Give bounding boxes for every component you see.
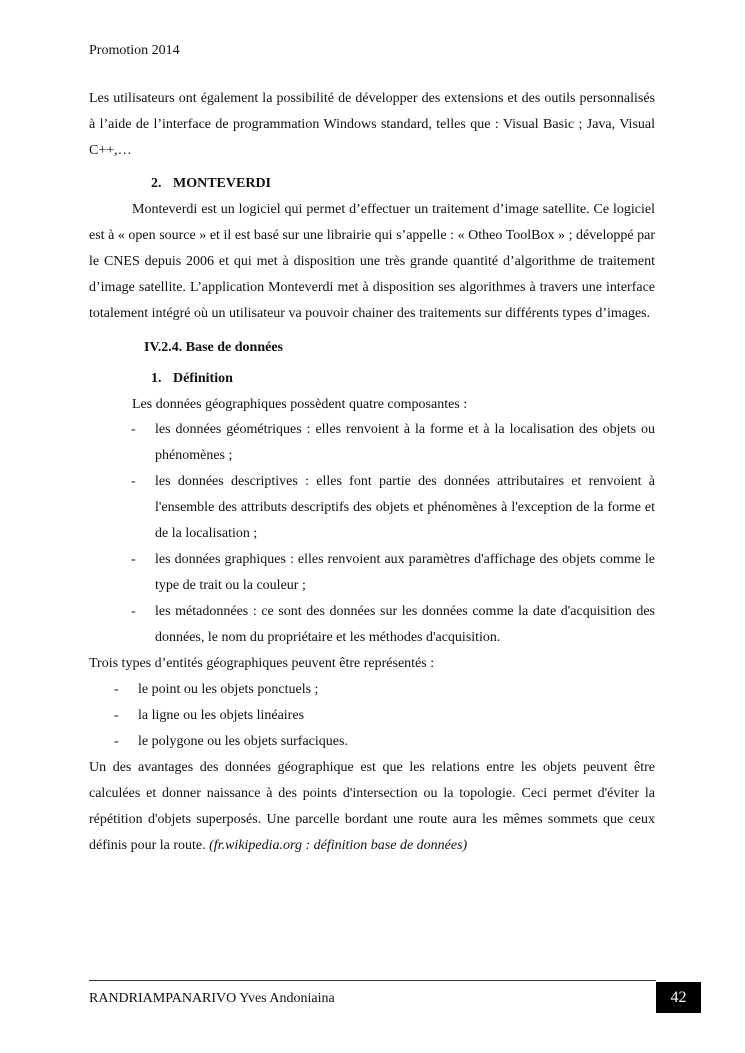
list-item-text: les données graphiques : elles renvoient aux paramètres d'affichage des objets comme le type de trait ou la couleur ; (155, 552, 655, 593)
list-item (89, 599, 655, 651)
citation: (fr.wikipedia.org : définition base de données) (209, 838, 468, 853)
list-item (89, 677, 655, 703)
components-list (89, 417, 655, 651)
entities-list (89, 677, 655, 755)
list-item (89, 547, 655, 599)
list-item-text: le polygone ou les objets surfaciques. (138, 734, 348, 749)
dash-bullet: - (131, 474, 136, 489)
definition-lead: Les données géographiques possèdent quatre composantes : (132, 397, 468, 412)
list-item-text: la ligne ou les objets linéaires (138, 708, 305, 723)
list-item (89, 469, 655, 547)
section-number: 2. (151, 176, 162, 191)
subsection-title: Définition (173, 371, 233, 386)
list-item-text: les métadonnées : ce sont des données sur les données comme la date d'acquisition des données, le nom du propriétaire et les méthodes d'acquisition. (155, 604, 655, 645)
subsection-heading-definition (89, 369, 655, 389)
list-item (89, 729, 655, 755)
section-heading-base-de-donnees: IV.2.4. Base de données (144, 340, 283, 355)
footer-author: RANDRIAMPANARIVO Yves Andoniaina (89, 991, 335, 1006)
list-item (89, 417, 655, 469)
dash-bullet: - (114, 708, 119, 723)
subsection-number: 1. (151, 371, 162, 386)
closing-paragraph (89, 755, 655, 859)
running-header: Promotion 2014 (89, 43, 180, 58)
list-item-text: le point ou les objets ponctuels ; (138, 682, 319, 697)
dash-bullet: - (131, 552, 136, 567)
intro-paragraph: Les utilisateurs ont également la possibilité de développer des extensions et des outils personnalisés à l’aide de l’interface de programmation Windows standard, telles que : Visual Basic ; Java, Visual C++,… (89, 91, 655, 158)
list-item (89, 703, 655, 729)
dash-bullet: - (131, 422, 136, 437)
list-item-text: les données géométriques : elles renvoient à la forme et à la localisation des objets ou phénomènes ; (155, 422, 655, 463)
dash-bullet: - (114, 734, 119, 749)
closing-text: Un des avantages des données géographique est que les relations entre les objets peuvent être calculées et donner naissance à des points d'intersection ou la topologie. Ceci permet d'éviter la répétition d'objets superposés. Une parcelle bordant une route aura les mêmes sommets que ceux définis pour la route. (89, 760, 655, 853)
monteverdi-paragraph: Monteverdi est un logiciel qui permet d’effectuer un traitement d’image satellite. Ce logiciel est à « open source » et il est basé sur une librairie qui s’appelle : « Otheo ToolBox » ; développé par le CNES depuis 2006 et qui met à disposition une très grande quantité d’algorithme de traitement d’image satellite. L’application Monteverdi met à disposition ses algorithmes à travers une interface totalement intégré où un utilisateur va pouvoir chainer des traitements sur différents types d’images. (89, 202, 655, 321)
section-heading-monteverdi (89, 175, 655, 193)
dash-bullet: - (131, 604, 136, 619)
list-item-text: les données descriptives : elles font partie des données attributaires et renvoient à l'ensemble des attributs descriptifs des objets et phénomènes à l'exception de la forme et de la localisation ; (155, 474, 655, 541)
page-body (89, 86, 655, 859)
dash-bullet: - (114, 682, 119, 697)
entities-lead: Trois types d’entités géographiques peuvent être représentés : (89, 656, 435, 671)
page-number: 42 (656, 982, 701, 1013)
footer-divider (89, 980, 656, 981)
section-title: MONTEVERDI (173, 176, 272, 191)
